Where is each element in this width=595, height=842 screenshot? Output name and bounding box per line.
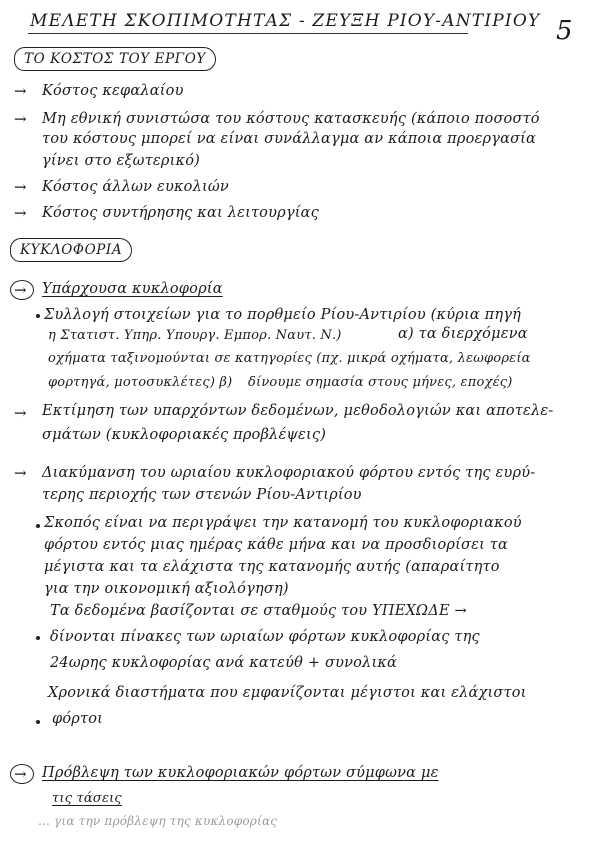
cost-item: Μη εθνική συνιστώσα του κόστους κατασκευής (κάποιο ποσοστό: [42, 111, 540, 127]
existing-traffic-heading: Υπάρχουσα κυκλοφορία: [42, 281, 223, 297]
page-title: ΜΕΛΕΤΗ ΣΚΟΠΙΜΟΤΗΤΑΣ - ΖΕΥΞΗ ΡΙΟΥ-ΑΝΤΙΡΙΟΥ: [30, 11, 541, 31]
existing-traffic-line: Συλλογή στοιχείων για το πορθμείο Ρίου-Αντιρίου (κύρια πηγή: [44, 307, 522, 323]
variation-line: Διακύμανση του ωριαίου κυκλοφοριακού φόρτου εντός της ευρύ-: [42, 465, 536, 481]
existing-traffic-line: Εκτίμηση των υπαρχόντων δεδομένων, μεθοδολογιών και αποτελε-: [42, 403, 554, 419]
variation-line: Σκοπός είναι να περιγράψει την κατανομή του κυκλοφοριακού: [44, 515, 522, 531]
arrow-icon: →: [14, 82, 27, 100]
existing-traffic-line: η Στατιστ. Υπηρ. Υπουργ. Εμπορ. Ναυτ. Ν.): [48, 328, 342, 343]
cost-item: Κόστος άλλων ευκολιών: [42, 179, 229, 195]
cost-item-continuation: του κόστους μπορεί να είναι συνάλλαγμα αν κάποια προεργασία: [42, 131, 537, 147]
variation-line: μέγιστα και τα ελάχιστα της κατανομής αυτής (απαραίτητο: [44, 559, 500, 575]
cost-item-continuation: γίνει στο εξωτερικό): [42, 153, 200, 169]
existing-traffic-line: οχήματα ταξινομούνται σε κατηγορίες (πχ. μικρά οχήματα, λεωφορεία: [48, 351, 531, 366]
bullet-dot: [36, 636, 40, 640]
traffic-section-heading: ΚΥΚΛΟΦΟΡΙΑ: [10, 238, 132, 262]
bullet-dot: [36, 524, 40, 528]
variation-line: για την οικονομική αξιολόγηση): [44, 581, 289, 597]
cost-section-heading: ΤΟ ΚΟΣΤΟΣ ΤΟΥ ΕΡΓΟΥ: [14, 47, 216, 71]
forecast-line-faint: ... για την πρόβλεψη της κυκλοφορίας: [38, 814, 278, 828]
arrow-icon: →: [14, 464, 27, 482]
bullet-dot: [36, 314, 40, 318]
variation-line: φόρτου εντός μιας ημέρας κάθε μήνα και να προσδιορίσει τα: [44, 537, 509, 553]
existing-traffic-line: δίνουμε σημασία στους μήνες, εποχές): [248, 375, 513, 390]
arrow-icon: →: [14, 204, 27, 222]
cost-item: Κόστος κεφαλαίου: [42, 83, 184, 99]
variation-line: δίνονται πίνακες των ωριαίων φόρτων κυκλοφορίας της: [50, 629, 480, 645]
arrow-icon: →: [14, 404, 27, 422]
bullet-dot: [36, 720, 40, 724]
variation-line: τερης περιοχής των στενών Ρίου-Αντιρίου: [42, 487, 362, 503]
arrow-icon: →: [14, 178, 27, 196]
variation-line: Τα δεδομένα βασίζονται σε σταθμούς του ΥΠΕΧΩΔΕ →: [50, 603, 467, 619]
title-underline: [28, 33, 468, 34]
variation-line: φόρτοι: [52, 711, 104, 727]
variation-line: Χρονικά διαστήματα που εμφανίζονται μέγιστοι και ελάχιστοι: [48, 685, 527, 701]
arrow-icon: →: [14, 765, 27, 783]
existing-traffic-line: α) τα διερχόμενα: [398, 326, 528, 342]
arrow-icon: →: [14, 281, 27, 299]
forecast-heading: Πρόβλεψη των κυκλοφοριακών φόρτων σύμφωνα με: [42, 765, 439, 781]
existing-traffic-line: φορτηγά, μοτοσυκλέτες) β): [48, 375, 233, 390]
arrow-icon: →: [14, 110, 27, 128]
page-number: 5: [556, 16, 573, 46]
variation-line: 24ωρης κυκλοφορίας ανά κατεύθ + συνολικά: [50, 655, 398, 671]
cost-item: Κόστος συντήρησης και λειτουργίας: [42, 205, 319, 221]
existing-traffic-line: σμάτων (κυκλοφοριακές προβλέψεις): [42, 427, 327, 443]
forecast-line: τις τάσεις: [52, 791, 122, 806]
